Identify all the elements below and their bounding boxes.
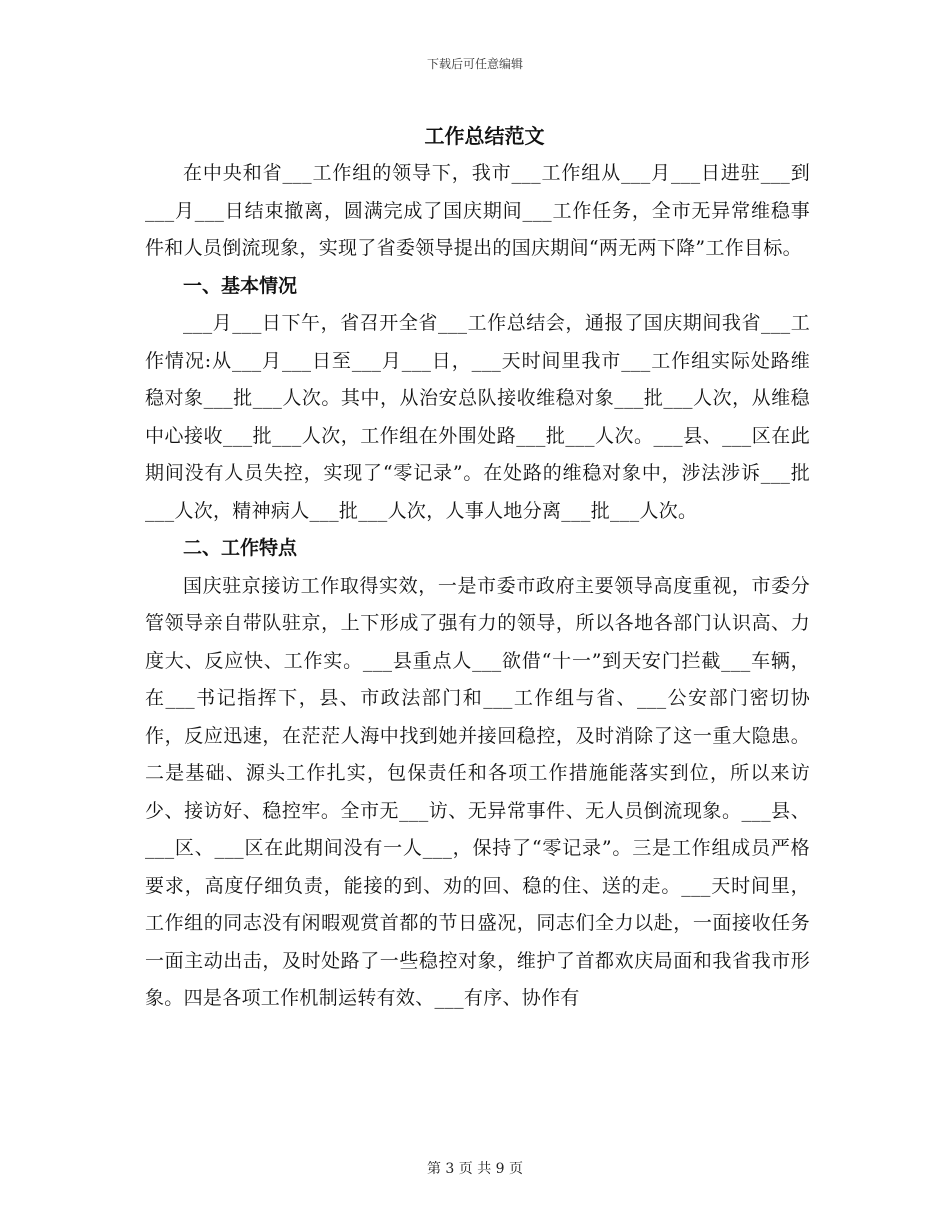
section-2-heading: 二、工作特点 [183, 537, 298, 559]
document-body [145, 117, 810, 1018]
section-2-paragraph: 国庆驻京接访工作取得实效，一是市委市政府主要领导高度重视，市委分管领导亲自带队驻京，上下形成了强有力的领导，所以各地各部门认识高、力度大、反应快、工作实。___县重点人___欲借“十一”到天安门拦截___车辆，在___书记指挥下，县、市政法部门和___工作组与省、___公安部门密切协作，反应迅速，在茫茫人海中找到她并接回稳控，及时消除了这一重大隐患。二是基础、源头工作扎实，包保责任和各项工作措施能落实到位，所以来访少、接访好、稳控牢。全市无___访、无异常事件、无人员倒流现象。___县、___区、___区在此期间没有一人___，保持了“零记录”。三是工作组成员严格要求，高度仔细负责，能接的到、劝的回、稳的住、送的走。___天时间里，工作组的同志没有闲暇观赏首都的节日盛况，同志们全力以赴，一面接收任务一面主动出击，及时处路了一些稳控对象，维护了首都欢庆局面和我省我市形象。四是各项工作机制运转有效、___有序、协作有 [145, 574, 810, 1009]
section-1-paragraph: ___月___日下午，省召开全省___工作总结会，通报了国庆期间我省___工作情况:从___月___日至___月___日，___天时间里我市___工作组实际处路维稳对象___批___人次。其中，从治安总队接收维稳对象___批___人次，从维稳中心接收___批___人次，工作组在外围处路___批___人次。___县、___区在此期间没有人员失控，实现了“零记录”。在处路的维稳对象中，涉法涉诉___批___人次，精神病人___批___人次，人事人地分离___批___人次。 [145, 312, 810, 522]
intro-paragraph: 在中央和省___工作组的领导下，我市___工作组从___月___日进驻___到___月___日结束撤离，圆满完成了国庆期间___工作任务，全市无异常维稳事件和人员倒流现象，实现了省委领导提出的国庆期间“两无两下降”工作目标。 [145, 162, 810, 259]
page-header-note: 下载后可任意编辑 [426, 57, 523, 71]
section-1-heading: 一、基本情况 [183, 274, 298, 297]
page-number-footer: 第 3 页 共 9 页 [426, 1161, 524, 1177]
document-title: 工作总结范文 [424, 124, 545, 148]
